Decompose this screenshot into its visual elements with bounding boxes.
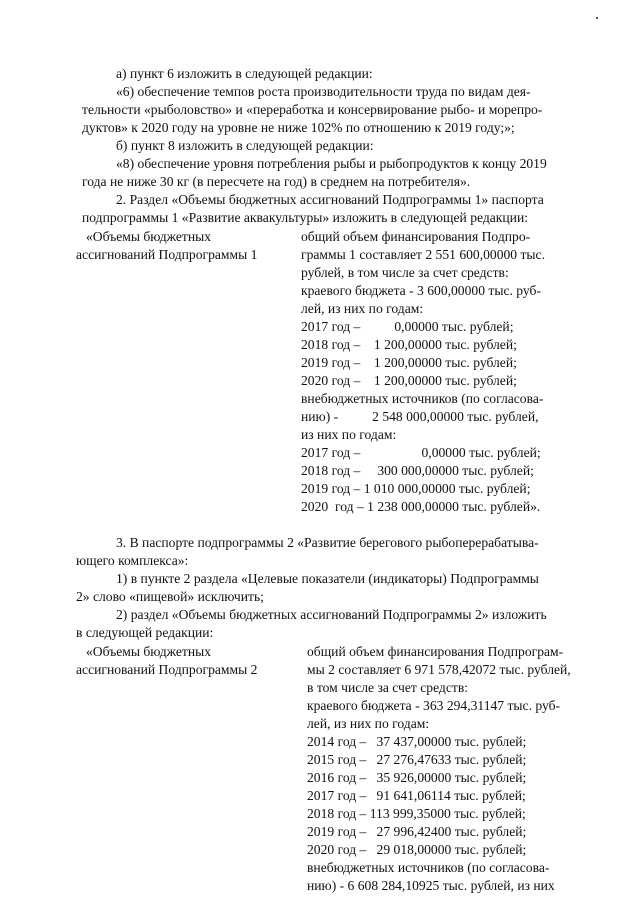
block1-line: 2017 год – 0,00000 тыс. рублей; [301, 445, 541, 460]
intro-line: тельности «рыболовство» и «переработка и консервирование рыбо- и морепро- [82, 102, 543, 117]
block1-line: 2017 год – 0,00000 тыс. рублей; [301, 319, 514, 334]
section3-line: 3. В паспорте подпрограммы 2 «Развитие берегового рыбоперерабатыва- [116, 535, 539, 550]
intro-line: а) пункт 6 изложить в следующей редакции: [116, 66, 373, 81]
block1-line: 2020 год – 1 238 000,00000 тыс. рублей». [301, 499, 541, 514]
block1-line: нию) - 2 548 000,00000 тыс. рублей, [301, 409, 539, 424]
section3-line: 2» слово «пищевой» исключить; [76, 589, 264, 604]
section3-line: ющего комплекса»: [76, 553, 189, 568]
intro-line: б) пункт 8 изложить в следующей редакции: [116, 138, 374, 153]
intro-line: 2. Раздел «Объемы бюджетных ассигнований Подпрограммы 1» паспорта [116, 192, 544, 207]
block2-line: 2014 год – 37 437,00000 тыс. рублей; [307, 734, 527, 749]
intro-line: подпрограммы 1 «Развитие аквакультуры» изложить в следующей редакции: [82, 210, 529, 225]
block2-label-line: «Объемы бюджетных [86, 644, 212, 659]
block2-line: 2015 год – 27 276,47633 тыс. рублей; [307, 752, 527, 767]
block2-line: в том числе за счет средств: [307, 680, 469, 695]
section3-line: в следующей редакции: [76, 625, 214, 640]
intro-line: «6) обеспечение темпов роста производительности труда по видам дея- [116, 84, 531, 99]
block2-line: 2019 год – 27 996,42400 тыс. рублей; [307, 824, 527, 839]
block1-line: 2018 год – 1 200,00000 тыс. рублей; [301, 337, 517, 352]
block1-line: лей, из них по годам: [301, 301, 424, 316]
block2-line: нию) - 6 608 284,10925 тыс. рублей, из них [307, 878, 555, 893]
section3-line: 1) в пункте 2 раздела «Целевые показатели (индикаторы) Подпрограммы [116, 571, 539, 586]
block1-label-line: «Объемы бюджетных [86, 229, 212, 244]
block1-line: 2019 год – 1 010 000,00000 тыс. рублей; [301, 481, 531, 496]
block2-label-line: ассигнований Подпрограммы 2 [76, 662, 258, 677]
block2-line: 2020 год – 29 018,00000 тыс. рублей; [307, 842, 527, 857]
intro-line: дуктов» к 2020 году на уровне не ниже 102% по отношению к 2019 году;»; [82, 120, 515, 135]
block1-line: общий объем финансирования Подпро- [301, 229, 531, 244]
block2-line: 2016 год – 35 926,00000 тыс. рублей; [307, 770, 527, 785]
block2-line: 2018 год – 113 999,35000 тыс. рублей; [307, 806, 526, 821]
block1-line: 2020 год – 1 200,00000 тыс. рублей; [301, 373, 517, 388]
block1-line: краевого бюджета - 3 600,00000 тыс. руб- [301, 283, 541, 298]
block1-line: 2019 год – 1 200,00000 тыс. рублей; [301, 355, 517, 370]
block2-line: мы 2 составляет 6 971 578,42072 тыс. рублей, [307, 662, 571, 677]
block1-line: граммы 1 составляет 2 551 600,00000 тыс. [301, 247, 545, 262]
block2-line: внебюджетных источников (по согласова- [307, 860, 550, 875]
block2-line: краевого бюджета - 363 294,31147 тыс. руб- [307, 698, 561, 713]
block1-label-line: ассигнований Подпрограммы 1 [76, 247, 258, 262]
block2-line: 2017 год – 91 641,06114 тыс. рублей; [307, 788, 526, 803]
block1-line: внебюджетных источников (по согласова- [301, 391, 544, 406]
block2-line: общий объем финансирования Подпрограм- [307, 644, 564, 659]
intro-line: «8) обеспечение уровня потребления рыбы и рыбопродуктов к концу 2019 [116, 156, 547, 171]
block1-line: из них по годам: [301, 427, 397, 442]
intro-line: года не ниже 30 кг (в пересчете на год) в среднем на потребителя». [82, 174, 471, 189]
block1-line: рублей, в том числе за счет средств: [301, 265, 509, 280]
section3-line: 2) раздел «Объемы бюджетных ассигнований Подпрограммы 2» изложить [116, 607, 547, 622]
block2-line: лей, из них по годам: [307, 716, 430, 731]
page-mark [596, 17, 598, 19]
block1-line: 2018 год – 300 000,00000 тыс. рублей; [301, 463, 534, 478]
